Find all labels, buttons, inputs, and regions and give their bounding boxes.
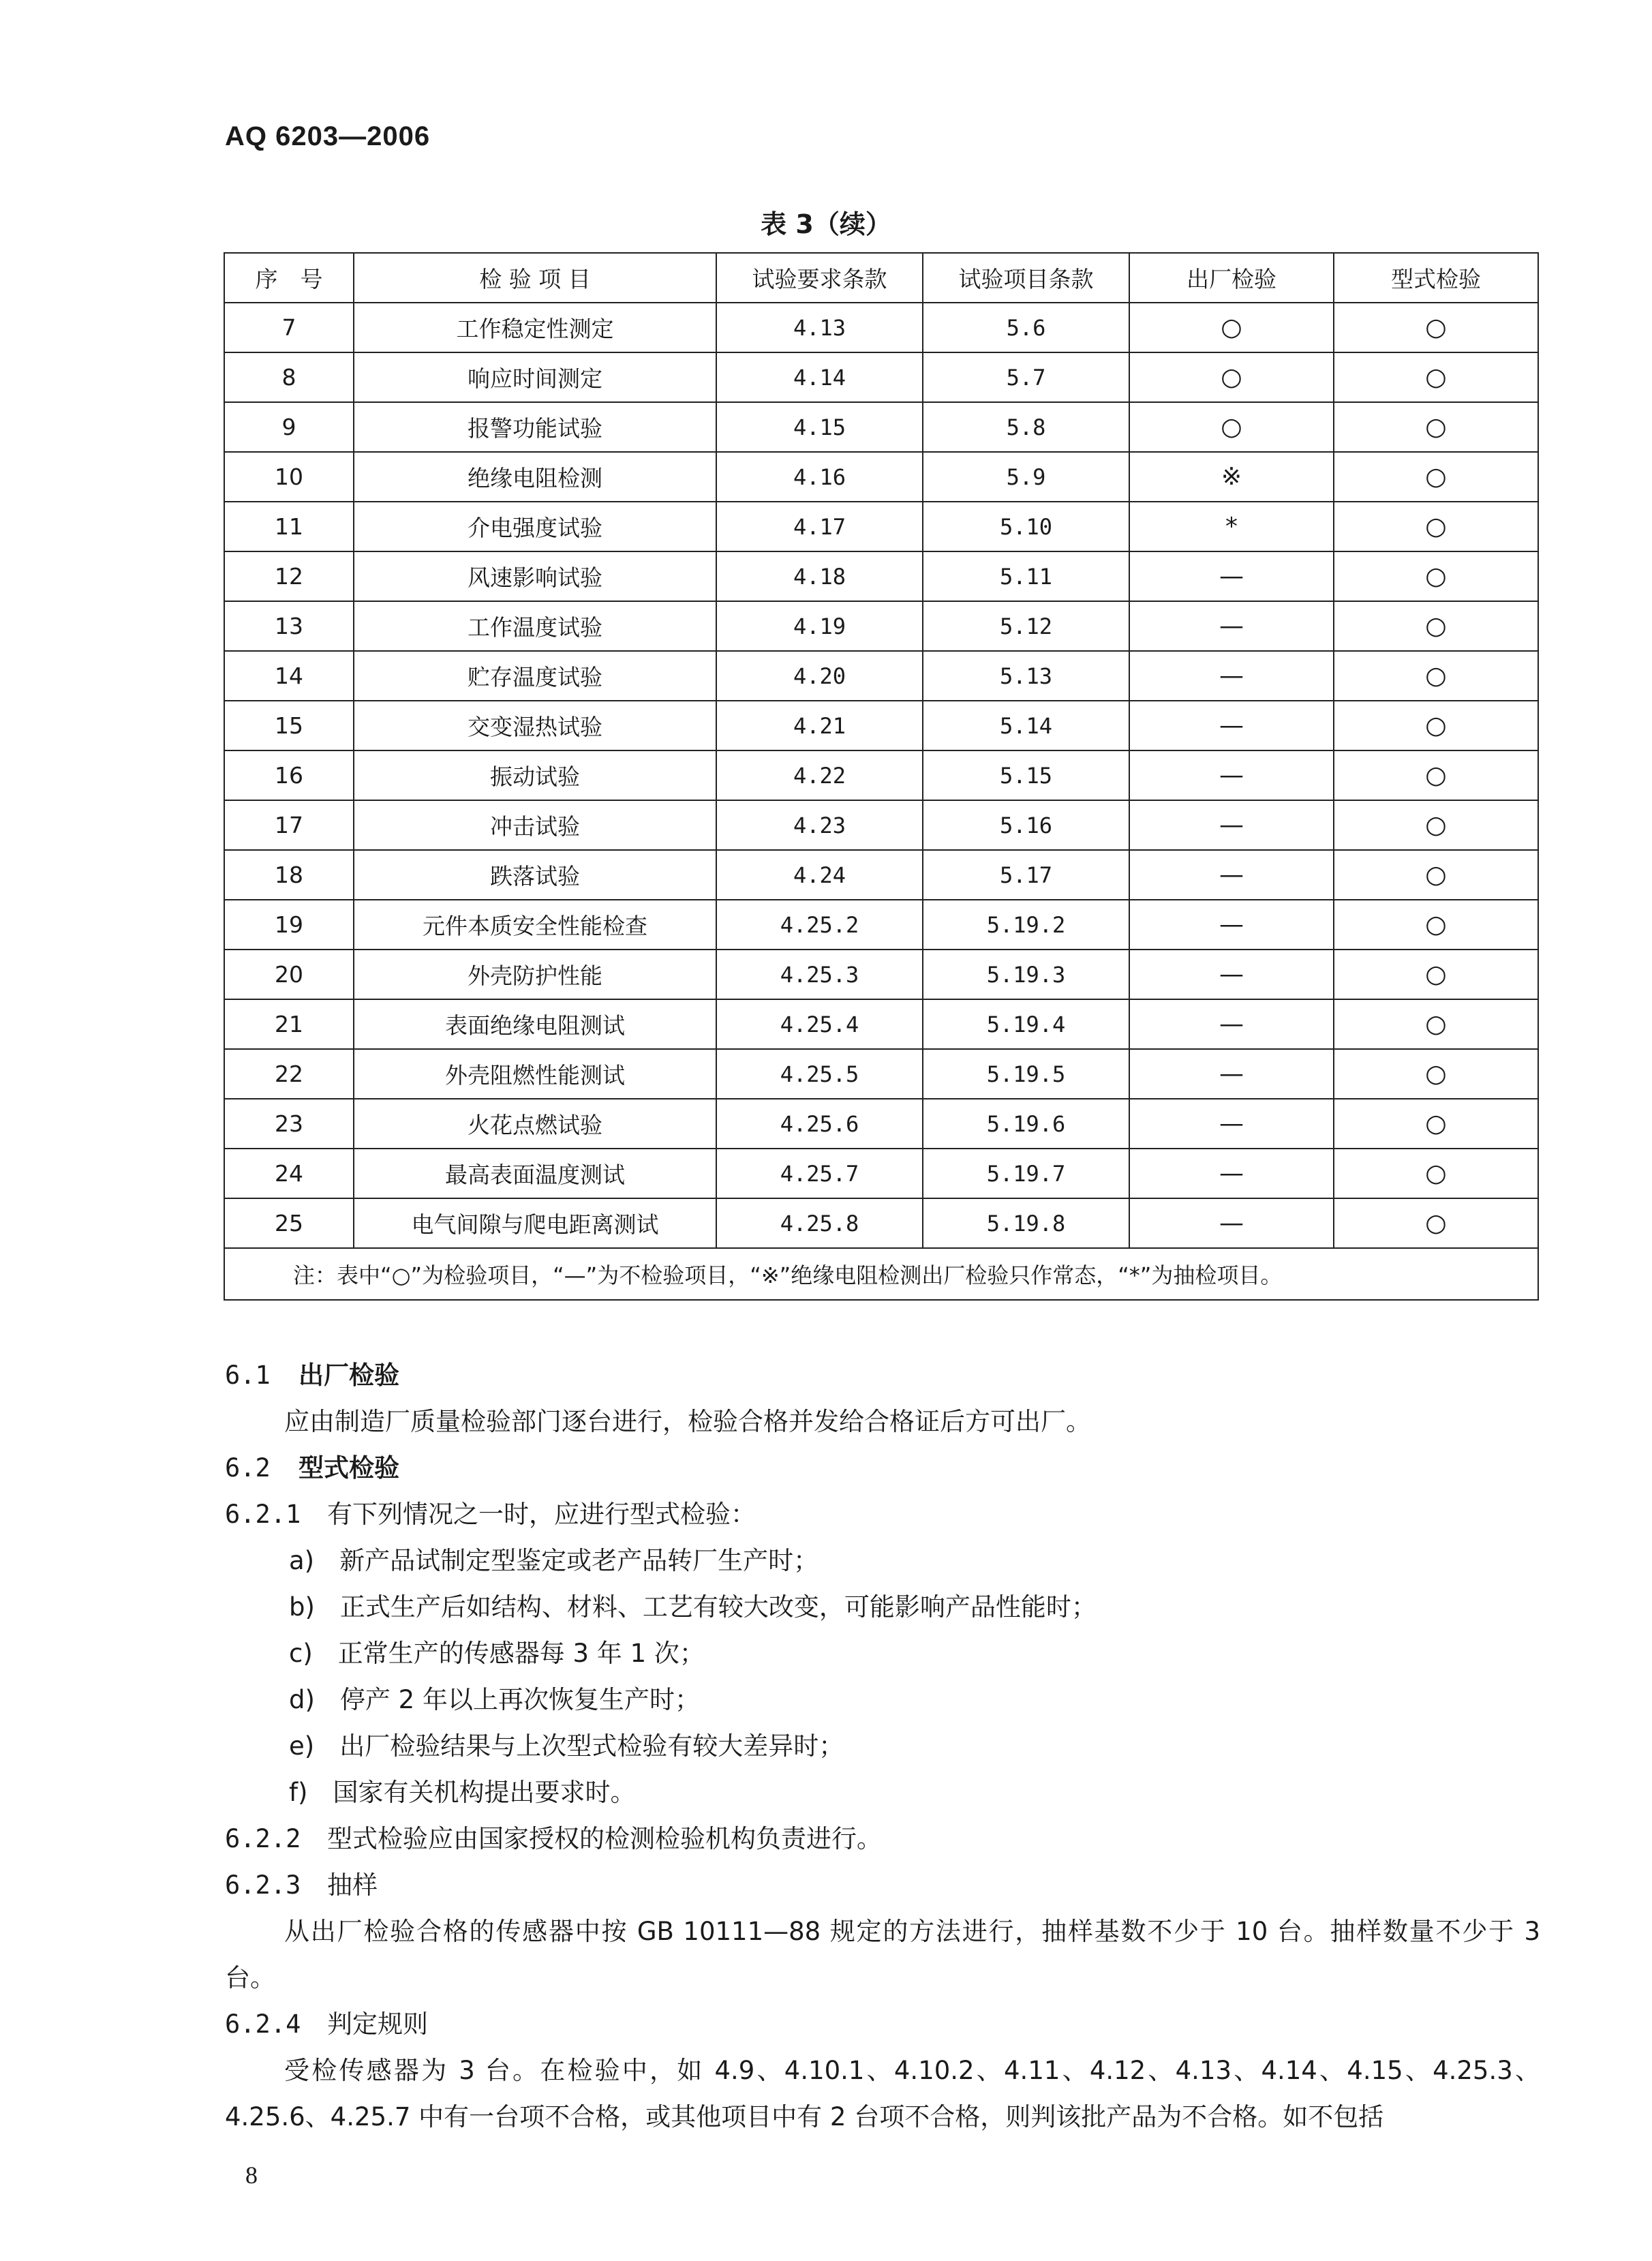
factory-inspection: — xyxy=(1129,850,1334,900)
item-name: 表面绝缘电阻测试 xyxy=(354,999,716,1049)
type-inspection: ○ xyxy=(1334,601,1538,651)
table-row xyxy=(224,701,1538,750)
paragraph: 从出厂检验合格的传感器中按 GB 10111—88 规定的方法进行，抽样基数不少于 10 台。抽样数量不少于 3 台。 xyxy=(225,1917,1540,1992)
test-clause: 5.10 xyxy=(923,502,1129,551)
table-row xyxy=(224,452,1538,502)
requirement-clause: 4.25.4 xyxy=(716,999,923,1049)
item-name: 工作稳定性测定 xyxy=(354,303,716,352)
column-header: 试验要求条款 xyxy=(716,253,923,303)
clause-6-2-2 xyxy=(225,1816,1540,1862)
column-header: 试验项目条款 xyxy=(923,253,1129,303)
factory-inspection: — xyxy=(1129,651,1334,701)
row-number: 10 xyxy=(224,452,354,502)
requirement-clause: 4.25.8 xyxy=(716,1198,923,1248)
clause-6-2-3 xyxy=(225,1862,1540,1909)
type-inspection: ○ xyxy=(1334,900,1538,950)
table-row xyxy=(224,750,1538,800)
requirement-clause: 4.13 xyxy=(716,303,923,352)
factory-inspection: * xyxy=(1129,502,1334,551)
table-caption: 表 3（续） xyxy=(761,209,891,239)
test-clause: 5.7 xyxy=(923,352,1129,402)
item-name: 外壳阻燃性能测试 xyxy=(354,1049,716,1099)
table-row xyxy=(224,402,1538,452)
item-name: 元件本质安全性能检查 xyxy=(354,900,716,950)
row-number: 17 xyxy=(224,800,354,850)
table-row xyxy=(224,303,1538,352)
requirement-clause: 4.16 xyxy=(716,452,923,502)
row-number: 25 xyxy=(224,1198,354,1248)
requirement-clause: 4.25.5 xyxy=(716,1049,923,1099)
type-inspection: ○ xyxy=(1334,651,1538,701)
factory-inspection: — xyxy=(1129,551,1334,601)
requirement-clause: 4.25.3 xyxy=(716,950,923,999)
test-clause: 5.19.4 xyxy=(923,999,1129,1049)
clause-number: 6.2.3 xyxy=(225,1870,301,1900)
test-clause: 5.8 xyxy=(923,402,1129,452)
requirement-clause: 4.24 xyxy=(716,850,923,900)
type-inspection: ○ xyxy=(1334,303,1538,352)
item-name: 最高表面温度测试 xyxy=(354,1149,716,1198)
list-item: d) 停产 2 年以上再次恢复生产时； xyxy=(289,1685,700,1714)
row-number: 19 xyxy=(224,900,354,950)
test-clause: 5.19.3 xyxy=(923,950,1129,999)
paragraph: 应由制造厂质量检验部门逐台进行，检验合格并发给合格证后方可出厂。 xyxy=(284,1407,1091,1436)
row-number: 21 xyxy=(224,999,354,1049)
factory-inspection: — xyxy=(1129,900,1334,950)
requirement-clause: 4.25.7 xyxy=(716,1149,923,1198)
clause-text: 有下列情况之一时，应进行型式检验： xyxy=(327,1500,756,1529)
document-body xyxy=(225,1352,1540,2140)
clause-text: 型式检验应由国家授权的检测检验机构负责进行。 xyxy=(327,1824,882,1853)
type-inspection: ○ xyxy=(1334,800,1538,850)
section-number: 6.1 xyxy=(225,1361,271,1390)
column-header: 序 号 xyxy=(224,253,354,303)
type-inspection: ○ xyxy=(1334,1198,1538,1248)
item-name: 跌落试验 xyxy=(354,850,716,900)
section-title: 出厂检验 xyxy=(299,1361,399,1390)
requirement-clause: 4.15 xyxy=(716,402,923,452)
factory-inspection: — xyxy=(1129,1198,1334,1248)
section-6-2-heading xyxy=(225,1445,1540,1491)
section-number: 6.2 xyxy=(225,1453,271,1483)
table-row xyxy=(224,502,1538,551)
row-number: 7 xyxy=(224,303,354,352)
type-inspection: ○ xyxy=(1334,502,1538,551)
column-header: 检 验 项 目 xyxy=(354,253,716,303)
paragraph: 受检传感器为 3 台。在检验中，如 4.9、4.10.1、4.10.2、4.11、4.12、4.13、4.14、4.15、4.25.3、4.25.6、4.25.7 中有一台项不合格，或其他项目中有 2 台项不合格，则判该批产品为不合格。如不包括 xyxy=(225,2056,1540,2131)
factory-inspection: ○ xyxy=(1129,303,1334,352)
table-row xyxy=(224,1198,1538,1248)
section-6-1-heading xyxy=(225,1352,1540,1399)
requirement-clause: 4.23 xyxy=(716,800,923,850)
row-number: 24 xyxy=(224,1149,354,1198)
type-inspection: ○ xyxy=(1334,1099,1538,1149)
test-clause: 5.12 xyxy=(923,601,1129,651)
requirement-clause: 4.18 xyxy=(716,551,923,601)
test-clause: 5.16 xyxy=(923,800,1129,850)
row-number: 13 xyxy=(224,601,354,651)
type-inspection: ○ xyxy=(1334,850,1538,900)
inspection-table xyxy=(224,252,1539,1301)
standard-code: AQ 6203—2006 xyxy=(225,121,431,151)
factory-inspection: — xyxy=(1129,800,1334,850)
test-clause: 5.19.5 xyxy=(923,1049,1129,1099)
requirement-clause: 4.20 xyxy=(716,651,923,701)
clause-6-2-1 xyxy=(225,1491,1540,1538)
page-number: 8 xyxy=(245,2161,258,2189)
clause-number: 6.2.1 xyxy=(225,1500,301,1529)
requirement-clause: 4.19 xyxy=(716,601,923,651)
column-header: 型式检验 xyxy=(1334,253,1538,303)
table-row xyxy=(224,999,1538,1049)
test-clause: 5.9 xyxy=(923,452,1129,502)
requirement-clause: 4.25.6 xyxy=(716,1099,923,1149)
row-number: 22 xyxy=(224,1049,354,1099)
type-inspection: ○ xyxy=(1334,999,1538,1049)
item-name: 电气间隙与爬电距离测试 xyxy=(354,1198,716,1248)
test-clause: 5.14 xyxy=(923,701,1129,750)
requirement-clause: 4.17 xyxy=(716,502,923,551)
table-row xyxy=(224,1099,1538,1149)
row-number: 18 xyxy=(224,850,354,900)
factory-inspection: — xyxy=(1129,701,1334,750)
row-number: 15 xyxy=(224,701,354,750)
test-clause: 5.17 xyxy=(923,850,1129,900)
type-inspection: ○ xyxy=(1334,352,1538,402)
factory-inspection: — xyxy=(1129,1099,1334,1149)
row-number: 9 xyxy=(224,402,354,452)
row-number: 14 xyxy=(224,651,354,701)
item-name: 绝缘电阻检测 xyxy=(354,452,716,502)
item-name: 火花点燃试验 xyxy=(354,1099,716,1149)
list-item: e) 出厂检验结果与上次型式检验有较大差异时； xyxy=(289,1731,844,1761)
factory-inspection: — xyxy=(1129,750,1334,800)
test-clause: 5.19.7 xyxy=(923,1149,1129,1198)
item-name: 交变湿热试验 xyxy=(354,701,716,750)
item-name: 报警功能试验 xyxy=(354,402,716,452)
requirement-clause: 4.14 xyxy=(716,352,923,402)
clause-number: 6.2.4 xyxy=(225,2009,301,2039)
item-name: 响应时间测定 xyxy=(354,352,716,402)
type-inspection: ○ xyxy=(1334,1149,1538,1198)
requirement-clause: 4.22 xyxy=(716,750,923,800)
type-inspection: ○ xyxy=(1334,402,1538,452)
factory-inspection: ※ xyxy=(1129,452,1334,502)
item-name: 介电强度试验 xyxy=(354,502,716,551)
row-number: 23 xyxy=(224,1099,354,1149)
item-name: 振动试验 xyxy=(354,750,716,800)
factory-inspection: — xyxy=(1129,950,1334,999)
test-clause: 5.19.8 xyxy=(923,1198,1129,1248)
test-clause: 5.13 xyxy=(923,651,1129,701)
table-note-row xyxy=(224,1248,1538,1300)
table-row xyxy=(224,1149,1538,1198)
list-item: f) 国家有关机构提出要求时。 xyxy=(289,1778,636,1807)
table-note: 注：表中“○”为检验项目，“—”为不检验项目，“※”绝缘电阻检测出厂检验只作常态，“*”为抽检项目。 xyxy=(224,1248,1538,1300)
column-header: 出厂检验 xyxy=(1129,253,1334,303)
factory-inspection: — xyxy=(1129,601,1334,651)
requirement-clause: 4.21 xyxy=(716,701,923,750)
test-clause: 5.11 xyxy=(923,551,1129,601)
list-item: c) 正常生产的传感器每 3 年 1 次； xyxy=(289,1639,705,1668)
type-inspection: ○ xyxy=(1334,452,1538,502)
table-row xyxy=(224,601,1538,651)
row-number: 16 xyxy=(224,750,354,800)
list-item: a) 新产品试制定型鉴定或老产品转厂生产时； xyxy=(289,1546,819,1575)
table-row xyxy=(224,1049,1538,1099)
row-number: 12 xyxy=(224,551,354,601)
type-inspection: ○ xyxy=(1334,1049,1538,1099)
row-number: 20 xyxy=(224,950,354,999)
factory-inspection: ○ xyxy=(1129,352,1334,402)
table-row xyxy=(224,950,1538,999)
test-clause: 5.15 xyxy=(923,750,1129,800)
clause-title: 判定规则 xyxy=(327,2009,428,2039)
table-row xyxy=(224,651,1538,701)
table-row xyxy=(224,800,1538,850)
table-row xyxy=(224,850,1538,900)
type-inspection: ○ xyxy=(1334,551,1538,601)
table-row xyxy=(224,551,1538,601)
test-clause: 5.19.6 xyxy=(923,1099,1129,1149)
list-item: b) 正式生产后如结构、材料、工艺有较大改变，可能影响产品性能时； xyxy=(289,1592,1097,1622)
table-header-row xyxy=(224,253,1538,303)
section-title: 型式检验 xyxy=(299,1453,399,1483)
clause-number: 6.2.2 xyxy=(225,1824,301,1853)
test-clause: 5.6 xyxy=(923,303,1129,352)
table-row xyxy=(224,900,1538,950)
item-name: 冲击试验 xyxy=(354,800,716,850)
clause-title: 抽样 xyxy=(327,1870,378,1900)
item-name: 工作温度试验 xyxy=(354,601,716,651)
type-inspection: ○ xyxy=(1334,950,1538,999)
item-name: 贮存温度试验 xyxy=(354,651,716,701)
table-row xyxy=(224,352,1538,402)
factory-inspection: — xyxy=(1129,1149,1334,1198)
requirement-clause: 4.25.2 xyxy=(716,900,923,950)
type-inspection: ○ xyxy=(1334,701,1538,750)
item-name: 外壳防护性能 xyxy=(354,950,716,999)
factory-inspection: ○ xyxy=(1129,402,1334,452)
type-inspection: ○ xyxy=(1334,750,1538,800)
row-number: 11 xyxy=(224,502,354,551)
test-clause: 5.19.2 xyxy=(923,900,1129,950)
clause-6-2-4 xyxy=(225,2001,1540,2048)
factory-inspection: — xyxy=(1129,999,1334,1049)
factory-inspection: — xyxy=(1129,1049,1334,1099)
row-number: 8 xyxy=(224,352,354,402)
item-name: 风速影响试验 xyxy=(354,551,716,601)
